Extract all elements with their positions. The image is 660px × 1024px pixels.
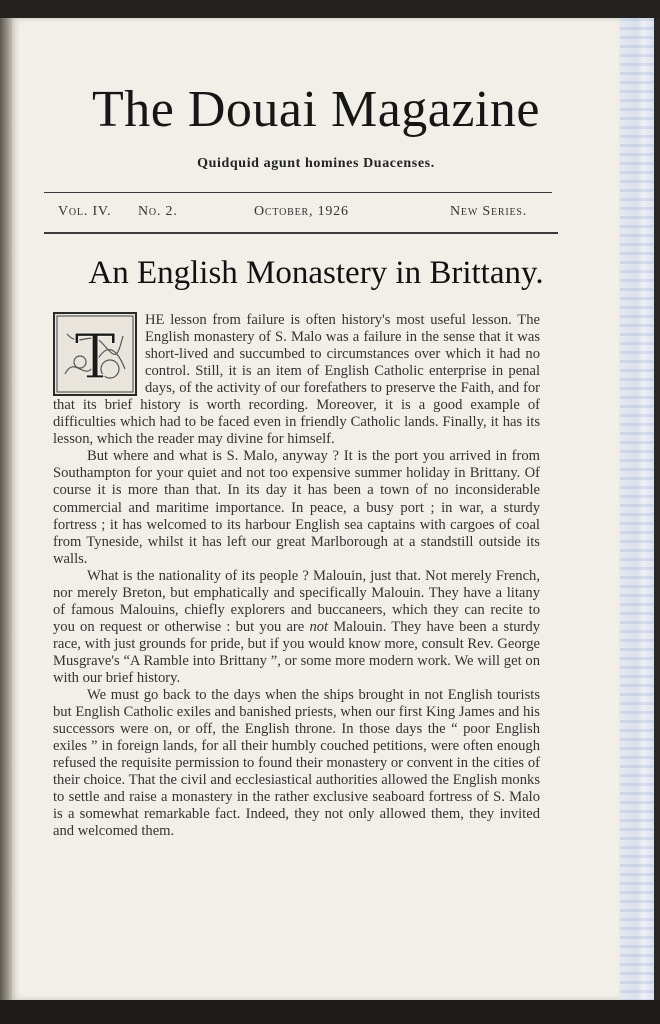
paragraph-3-text-b: Malouin. They have been a sturdy race, with just grounds for pride, but if you would know more, consult Rev. George Musgrave's “A Ramble into Brittany ”, or some more modern work. We will get on with our brief history. (53, 618, 541, 686)
drop-cap-ornament (53, 312, 137, 396)
magazine-title: The Douai Magazine (92, 81, 540, 138)
book-cover-top (0, 0, 660, 20)
magazine-motto: Quidquid agunt homines Duacenses. (197, 156, 435, 171)
header-rule-top (44, 192, 552, 193)
paragraph-3-italic: not (309, 618, 329, 635)
page-edge-stack (620, 18, 660, 1000)
article-title: An English Monastery in Brittany. (88, 255, 544, 291)
book-cover-bottom (0, 1000, 660, 1024)
paragraph-4: We must go back to the days when the ships brought in not English tourists but English Catholic exiles and banished priests, when our first King James and his successors were on, or off, the English throne. In those days the “ poor English exiles ” in foreign lands, for all their humbly couched petitions, were often enough refused the requisite permission to found their monastery or convent in the cities of their choice. That the civil and ecclesiastical authorities allowed the English monks to settle and raise a monastery in the rather exclusive seaboard fortress of S. Malo is a somewhat remarkable fact. Indeed, they not only allowed them, they invited and welcomed them. (53, 687, 540, 840)
series-label: New Series. (450, 204, 528, 219)
paragraph-1-text: HE lesson from failure is often history's most useful lesson. The English monastery of S. Malo was a failure in the sense that it was short-lived and succumbed to circumstances over which it had no control. Still, it is an item of English Catholic enterprise in penal days, of the activity of our forefathers to preserve the Faith, and for that its brief history is worth recording. Moreover, it is a good example of difficulties which had to be faced even in friendly Catholic lands. Finally, it has its lesson, which the reader may divine for himself. (53, 312, 540, 448)
paragraph-3-text-a: What is the nationality of its people ? Malouin, just that. Not merely French, nor merely Breton, but emphatically and specifically Malouin. They have a litany of famous Malouins, chiefly explorers and buccaneers, which they can recite to you on request or otherwise : but you are (53, 567, 540, 635)
drop-cap-letter: T (74, 320, 116, 393)
issue-date: October, 1926 (254, 204, 349, 219)
paragraph-1 (53, 312, 540, 448)
article-body (53, 312, 540, 840)
volume-label: Vol. IV. (58, 204, 112, 219)
number-label: No. 2. (138, 204, 178, 219)
paragraph-2: But where and what is S. Malo, anyway ? It is the port you arrived in from Southampton for your quiet and not too expensive summer holiday in Brittany. Of course it is more than that. In its day it has been a town of no inconsiderable commercial and maritime importance. In peace, a busy port ; in war, a sturdy fortress ; it has welcomed to its harbour English sea captains with cargoes of coal from Tyneside, whilst it has left our great Marlborough at a standstill outside its walls. (53, 448, 540, 567)
header-rule-bottom (44, 232, 558, 234)
paragraph-3 (53, 568, 540, 687)
